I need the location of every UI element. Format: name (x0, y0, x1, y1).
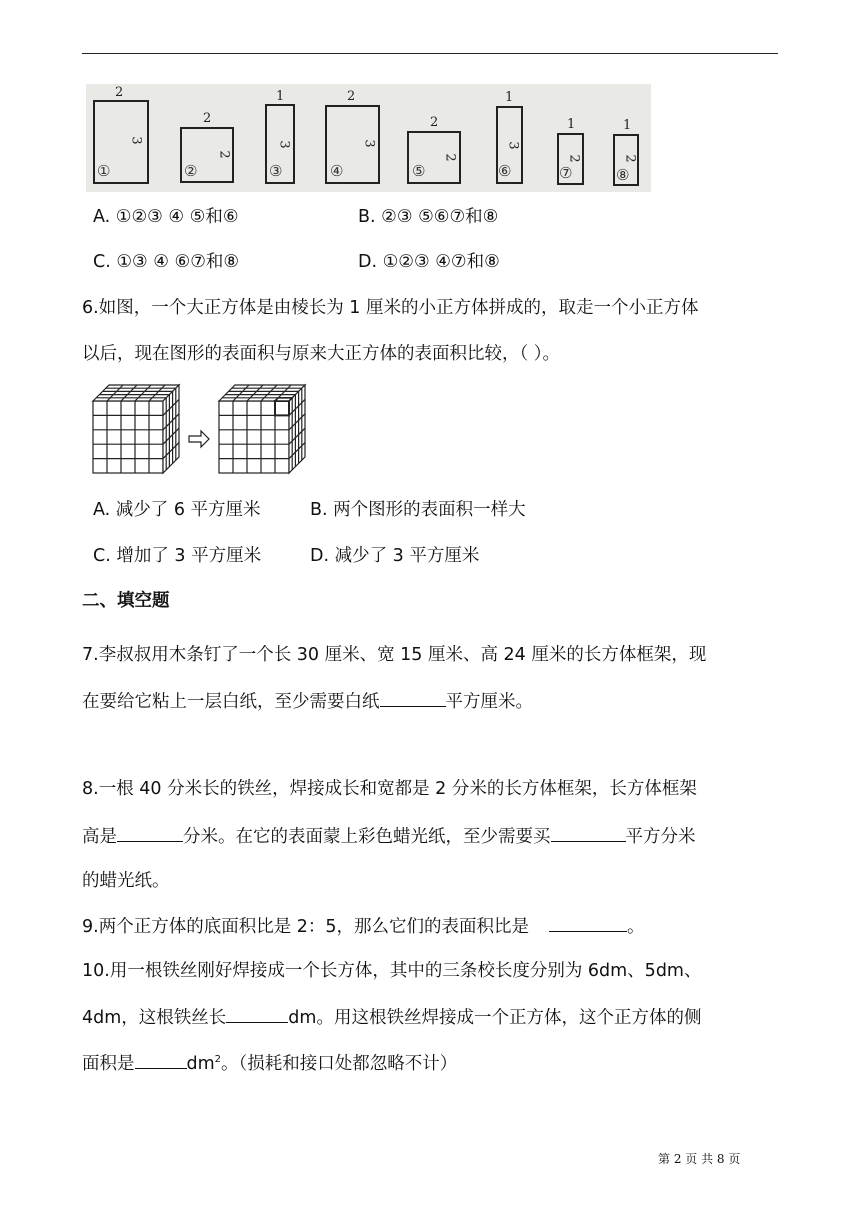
q5-option-c: C. ①③ ④ ⑥⑦和⑧ (93, 252, 240, 272)
q8-text-b: 分米。在它的表面蒙上彩色蜡光纸，至少需要买 (183, 827, 551, 847)
q10-unit: dm (186, 1054, 215, 1074)
q10-text-a: 4dm，这根铁丝长 (82, 1008, 227, 1028)
rect-4-number: ④ (330, 162, 344, 180)
rect-1-number: ① (97, 162, 111, 180)
q7-line-1: 7.李叔叔用木条钉了一个长 30 厘米、宽 15 厘米、高 24 厘米的长方体框架，现 (82, 645, 707, 665)
q10-length-blank[interactable] (226, 1004, 288, 1023)
q9-text-b: 。 (627, 917, 645, 937)
rect-6-top-label: 1 (505, 90, 514, 105)
rect-1-side-label: 3 (128, 136, 144, 145)
q10-text-c: 面积是 (82, 1054, 135, 1074)
rect-3-top-label: 1 (276, 89, 285, 104)
q7-line-2 (82, 688, 533, 714)
q9-text-a: 9.两个正方体的底面积比是 2：5，那么它们的表面积比是 (82, 917, 530, 937)
q6-option-c: C. 增加了 3 平方厘米 (93, 546, 262, 566)
q9-answer-blank[interactable] (549, 913, 627, 932)
q8-line-2 (82, 823, 696, 849)
rect-2-top-label: 2 (203, 111, 212, 126)
rect-1-top-label: 2 (115, 85, 124, 100)
q7-text-b: 平方厘米。 (445, 692, 533, 712)
q10-line-1: 10.用一根铁丝刚好焊接成一个长方体，其中的三条校长度分别为 6dm、5dm、 (82, 961, 702, 981)
q8-area-blank[interactable] (551, 823, 626, 842)
q6-option-b: B. 两个图形的表面积一样大 (310, 500, 526, 520)
q5-option-d: D. ①②③ ④⑦和⑧ (358, 252, 500, 272)
q8-line-3: 的蜡光纸。 (82, 871, 170, 891)
rectangles-figure (86, 84, 651, 192)
section-title: 二、填空题 (82, 591, 170, 611)
cubes-figure (91, 383, 313, 477)
rect-8-number: ⑧ (616, 166, 630, 184)
q7-answer-blank[interactable] (380, 688, 446, 707)
rect-8-side-label: 2 (622, 154, 638, 163)
rect-7-top-label: 1 (567, 117, 576, 132)
q6-option-a: A. 减少了 6 平方厘米 (93, 500, 261, 520)
rect-5-side-label: 2 (442, 153, 458, 162)
page-footer: 第 2 页 共 8 页 (658, 1152, 741, 1166)
rect-7-number: ⑦ (559, 164, 573, 182)
rect-3-side-label: 3 (276, 140, 292, 149)
q7-text-a: 在要给它粘上一层白纸，至少需要白纸 (82, 692, 380, 712)
header-rule (82, 53, 778, 54)
q8-text-c: 平方分米 (625, 827, 696, 847)
q10-area-blank[interactable] (135, 1050, 187, 1069)
q9-line (82, 913, 645, 939)
q8-height-blank[interactable] (117, 823, 183, 842)
rect-7-side-label: 2 (566, 154, 582, 163)
rect-6-number: ⑥ (498, 162, 512, 180)
q10-text-b: dm。用这根铁丝焊接成一个正方体，这个正方体的侧 (288, 1008, 702, 1028)
rect-3-number: ③ (269, 162, 283, 180)
rect-5-top-label: 2 (430, 115, 439, 130)
q5-option-a: A. ①②③ ④ ⑤和⑥ (93, 207, 239, 227)
q6-line-2: 以后，现在图形的表面积与原来大正方体的表面积比较，（ ）。 (82, 344, 561, 364)
q10-text-d: 。（损耗和接口处都忽略不计） (221, 1054, 458, 1074)
rect-4-side-label: 3 (361, 139, 377, 148)
rect-8-top-label: 1 (623, 118, 632, 133)
rect-4-top-label: 2 (347, 89, 356, 104)
q6-option-d: D. 减少了 3 平方厘米 (310, 546, 480, 566)
q10-line-3 (82, 1050, 457, 1076)
q8-text-a: 高是 (82, 827, 117, 847)
q5-option-b: B. ②③ ⑤⑥⑦和⑧ (358, 207, 499, 227)
q8-line-1: 8.一根 40 分米长的铁丝，焊接成长和宽都是 2 分米的长方体框架，长方体框架 (82, 779, 697, 799)
rect-2-side-label: 2 (216, 150, 232, 159)
q10-unit-exponent: 2 (214, 1054, 222, 1066)
rect-6-side-label: 3 (505, 141, 521, 150)
q10-line-2 (82, 1004, 701, 1030)
q6-line-1: 6.如图，一个大正方体是由棱长为 1 厘米的小正方体拼成的，取走一个小正方体 (82, 298, 699, 318)
rect-2-number: ② (184, 162, 198, 180)
rect-5-number: ⑤ (412, 162, 426, 180)
